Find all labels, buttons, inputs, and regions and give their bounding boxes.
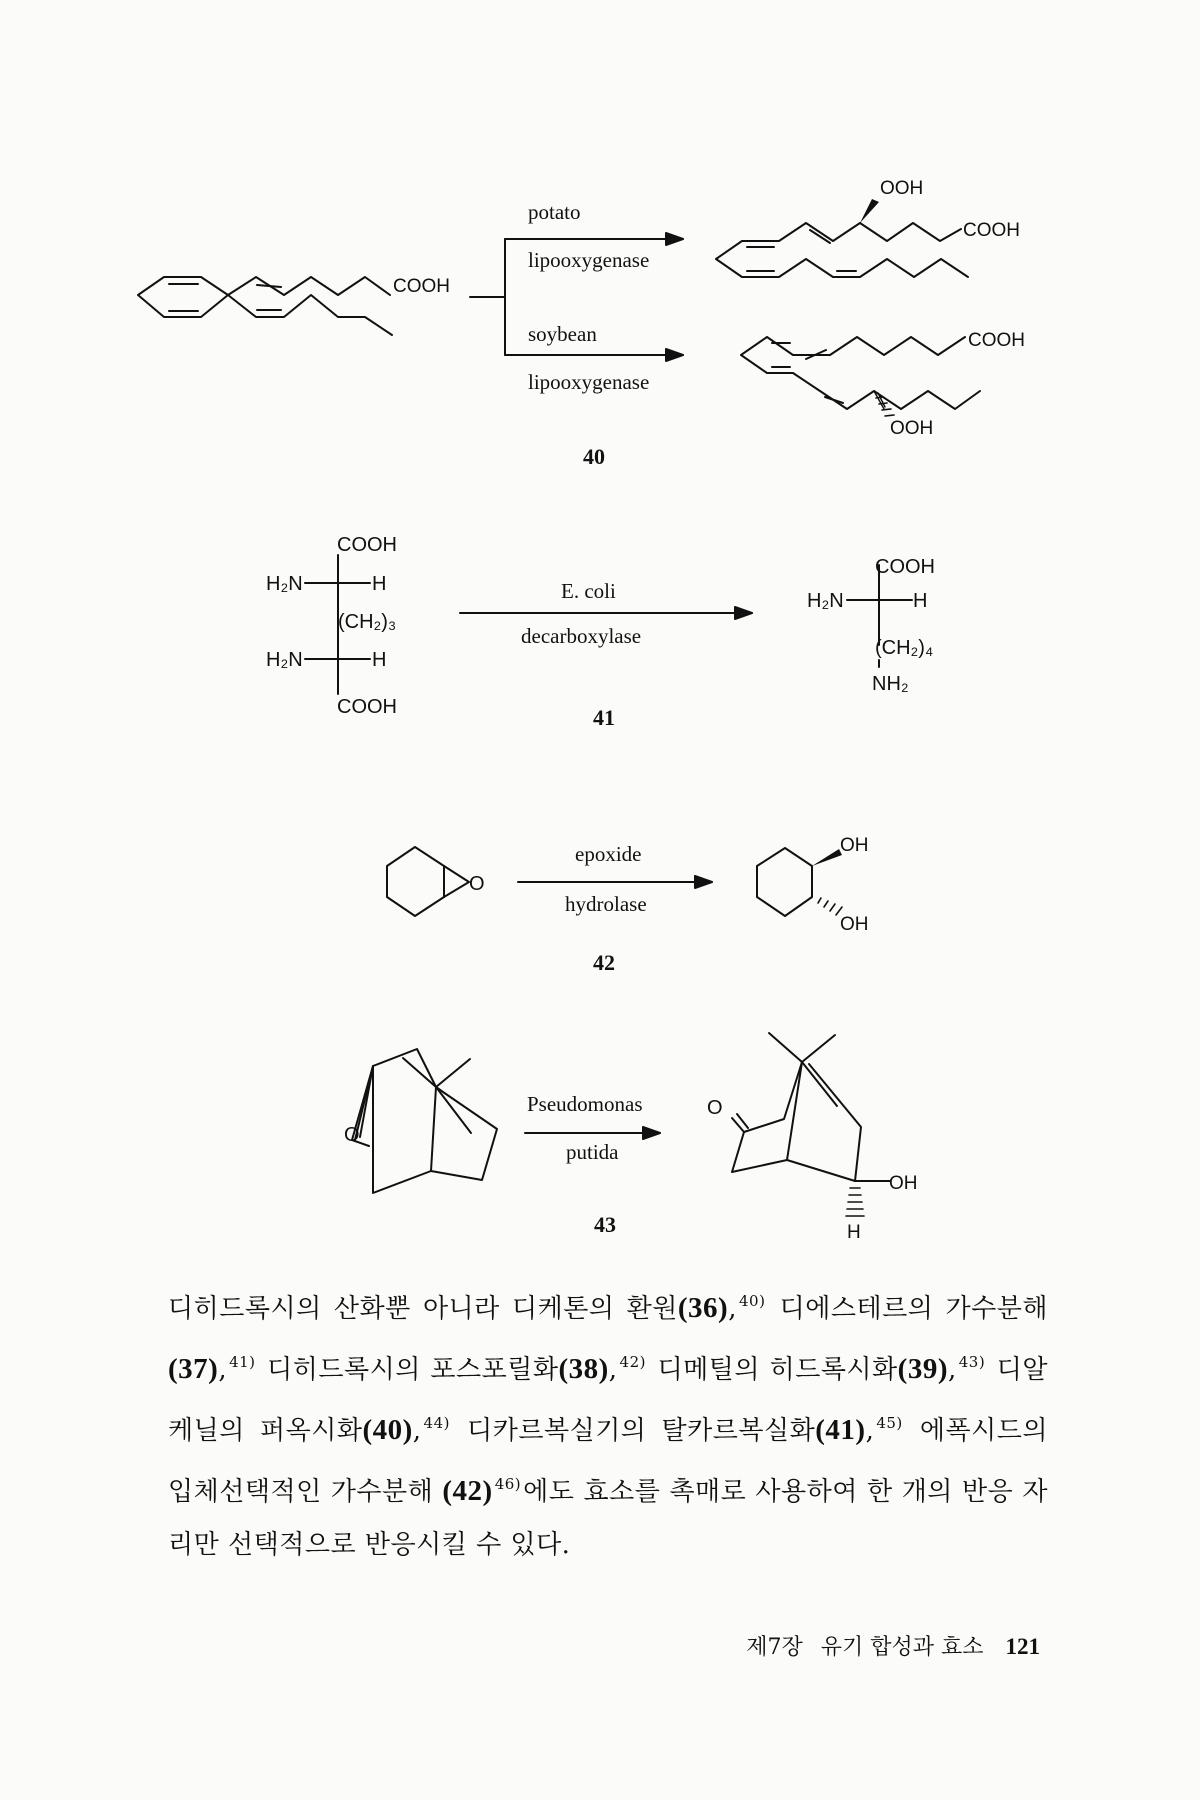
product-40a-structure — [716, 223, 968, 277]
cooh-label-40a: COOH — [963, 220, 1020, 241]
wedge-bond-40a — [860, 199, 879, 223]
product-chain: (CH₂)₄ — [875, 637, 934, 659]
product-nh2: NH₂ — [872, 673, 909, 695]
reagent-lipooxygenase-2: lipooxygenase — [528, 370, 650, 394]
reagent-hydrolase: hydrolase — [565, 892, 647, 916]
reagent-lipooxygenase-1: lipooxygenase — [528, 248, 650, 272]
cooh-label-40b: COOH — [968, 330, 1025, 351]
substrate-h-1: H — [372, 573, 387, 595]
chapter-title: 유기 합성과 효소 — [820, 1635, 984, 1660]
substrate-cooh-bottom: COOH — [337, 696, 397, 718]
substrate-h2n-1: H₂N — [266, 573, 303, 595]
reagent-decarboxylase: decarboxylase — [521, 624, 642, 648]
compound-number-40: 40 — [583, 444, 605, 469]
page-footer — [728, 1630, 1040, 1661]
cyclohexene-oxide-structure — [387, 847, 469, 916]
epoxide-o-label: O — [469, 873, 485, 895]
page-number: 121 — [1005, 1634, 1040, 1659]
compound-number-43: 43 — [594, 1212, 616, 1237]
ooh-label-40a: OOH — [880, 178, 924, 199]
hydroxycamphor-o-label: O — [707, 1097, 723, 1119]
wedge-bond-42 — [812, 849, 842, 866]
hydroxycamphor-h-label: H — [847, 1222, 861, 1243]
product-cooh: COOH — [875, 556, 935, 578]
compound-number-42: 42 — [593, 950, 615, 975]
reagent-potato: potato — [528, 200, 581, 224]
reagent-putida: putida — [566, 1140, 619, 1164]
body-paragraph: 디히드록시의 산화뿐 아니라 디케톤의 환원(36), $^{40)}$ 디에스테르의 가수분해 (37), $^{41)}$ 디히드록시의 포스포릴화(38), $^{42)}$ 디메틸의 히드록시화(39), $^{43)}$ 디알케닐의 퍼옥시화(40), $^{44)}$ 디카르복실기의 탈카르복실화(41), $^{45)}$ 에폭시드의 입체선택적인 가수분해 (42) $^{46)}$에도 효소를 촉매로 사용하여 한 개의 반응 자리만 선택적으로 반응시킬 수 있다. — [168, 1292, 1049, 1560]
product-h: H — [913, 590, 928, 612]
diol-oh-1: OH — [840, 835, 869, 856]
reagent-e-coli: E. coli — [561, 579, 616, 603]
substrate-cooh-top: COOH — [337, 534, 397, 556]
product-40b-structure — [741, 337, 980, 409]
reagent-pseudomonas: Pseudomonas — [527, 1092, 643, 1116]
diol-oh-2: OH — [840, 914, 869, 935]
substrate-h-2: H — [372, 649, 387, 671]
trans-cyclohexanediol-structure — [757, 848, 812, 916]
product-h2n: H₂N — [807, 590, 844, 612]
hydroxycamphor-oh-label: OH — [889, 1173, 918, 1194]
chapter-label: 제7장 — [746, 1635, 803, 1660]
cooh-label-40-substrate: COOH — [393, 276, 450, 297]
camphor-o-label: O — [344, 1124, 360, 1146]
substrate-h2n-2: H₂N — [266, 649, 303, 671]
ooh-label-40b: OOH — [890, 418, 934, 439]
camphor-structure — [352, 1049, 497, 1193]
hydroxycamphor-structure — [732, 1033, 890, 1181]
hash-bond-43 — [846, 1188, 864, 1216]
reagent-soybean: soybean — [528, 322, 597, 346]
compound-number-41: 41 — [593, 705, 615, 730]
hash-bond-42 — [818, 898, 842, 915]
substrate-chain: (CH₂)₃ — [338, 611, 397, 633]
arachidonic-acid-structure — [138, 277, 392, 335]
reagent-epoxide: epoxide — [575, 842, 642, 866]
